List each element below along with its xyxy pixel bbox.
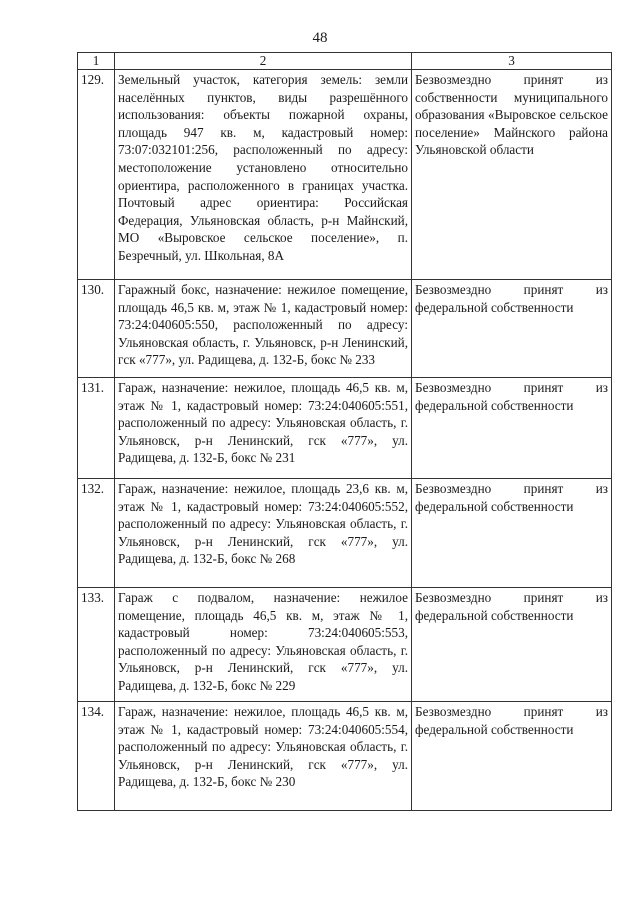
table-row [78,280,612,378]
acquisition-basis: Безвозмездно принят из федеральной собственности [412,280,612,378]
table-row [78,702,612,811]
property-description: Гараж, назначение: нежилое, площадь 46,5 кв. м, этаж № 1, кадастровый номер: 73:24:040605:554, расположенный по адресу: Ульяновская область, г. Ульяновск, р-н Ленинский, гск «777», ул. Радищева, д. 132-Б, бокс № 230 [115,702,412,811]
column-header-3: 3 [412,53,612,70]
acquisition-basis: Безвозмездно принят из федеральной собственности [412,479,612,588]
acquisition-basis: Безвозмездно принят из федеральной собственности [412,378,612,479]
table-row [78,588,612,702]
property-description: Гараж с подвалом, назначение: нежилое помещение, площадь 46,5 кв. м, этаж № 1, кадастровый номер: 73:24:040605:553, расположенный по адресу: Ульяновская область, г. Ульяновск, р-н Ленинский, гск «777», ул. Радищева, д. 132-Б, бокс № 229 [115,588,412,702]
row-number: 131. [78,378,115,479]
column-header-2: 2 [115,53,412,70]
row-number: 132. [78,479,115,588]
row-number: 134. [78,702,115,811]
table-header-row [78,53,612,70]
property-table [77,52,612,811]
acquisition-basis: Безвозмездно принят из федеральной собственности [412,588,612,702]
acquisition-basis: Безвозмездно принят из федеральной собственности [412,702,612,811]
row-number: 129. [78,70,115,280]
row-number: 130. [78,280,115,378]
page-number: 48 [312,30,328,46]
table-row [78,479,612,588]
table-row [78,70,612,280]
property-description: Гараж, назначение: нежилое, площадь 23,6 кв. м, этаж № 1, кадастровый номер: 73:24:040605:552, расположенный по адресу: Ульяновская область, г. Ульяновск, р-н Ленинский, гск «777», ул. Радищева, д. 132-Б, бокс № 268 [115,479,412,588]
property-description: Гараж, назначение: нежилое, площадь 46,5 кв. м, этаж № 1, кадастровый номер: 73:24:040605:551, расположенный по адресу: Ульяновская область, г. Ульяновск, р-н Ленинский, гск «777», ул. Радищева, д. 132-Б, бокс № 231 [115,378,412,479]
property-description: Земельный участок, категория земель: земли населённых пунктов, виды разрешённого использования: объекты пожарной охраны, площадь 947 кв. м, кадастровый номер: 73:07:032101:256, расположенный по адресу: местоположение установлено относительно ориентира, расположенного в границах участка. Почтовый адрес ориентира: Российская Федерация, Ульяновская область, р-н Майнский, МО «Выровское сельское поселение», п. Безречный, ул. Школьная, 8А [115,70,412,280]
acquisition-basis: Безвозмездно принят из собственности муниципального образования «Выровское сельское поселение» Майнского района Ульяновской области [412,70,612,280]
column-header-1: 1 [78,53,115,70]
table-row [78,378,612,479]
property-description: Гаражный бокс, назначение: нежилое помещение, площадь 46,5 кв. м, этаж № 1, кадастровый номер: 73:24:040605:550, расположенный по адресу: Ульяновская область, г. Ульяновск, р-н Ленинский, гск «777», ул. Радищева, д. 132-Б, бокс № 233 [115,280,412,378]
row-number: 133. [78,588,115,702]
